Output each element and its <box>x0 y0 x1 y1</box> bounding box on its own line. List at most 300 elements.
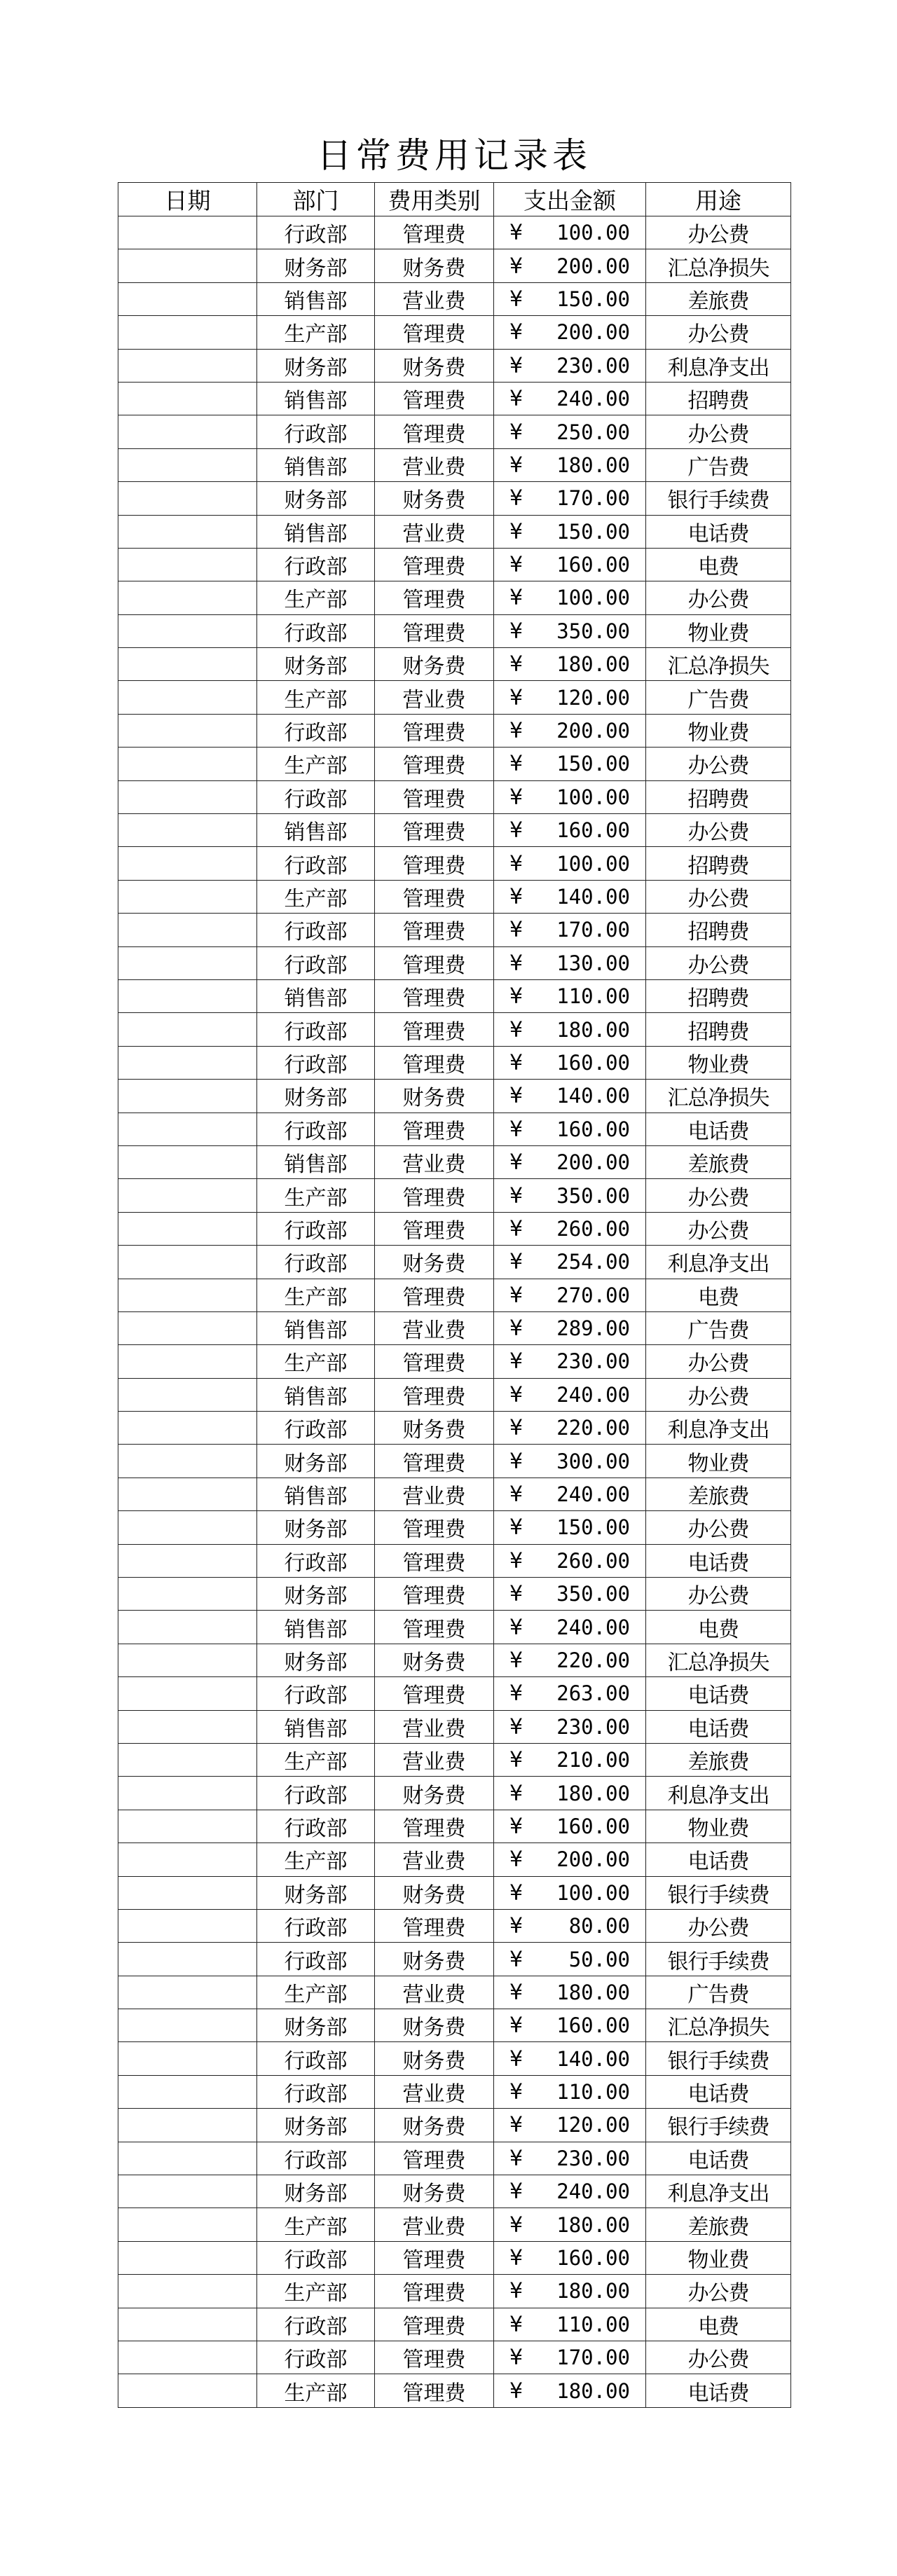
department-cell[interactable]: 销售部 <box>257 448 375 481</box>
purpose-cell[interactable]: 物业费 <box>646 714 791 747</box>
amount-cell[interactable] <box>494 614 646 647</box>
amount-cell[interactable] <box>494 2208 646 2241</box>
date-cell[interactable] <box>118 1212 257 1245</box>
date-cell[interactable] <box>118 1810 257 1843</box>
date-cell[interactable] <box>118 1013 257 1046</box>
category-cell[interactable]: 财务费 <box>375 2009 494 2042</box>
date-cell[interactable] <box>118 515 257 548</box>
purpose-cell[interactable]: 办公费 <box>646 1179 791 1212</box>
purpose-cell[interactable]: 电话费 <box>646 1113 791 1145</box>
amount-cell[interactable] <box>494 1113 646 1145</box>
department-cell[interactable]: 财务部 <box>257 482 375 515</box>
date-cell[interactable] <box>118 1345 257 1378</box>
purpose-cell[interactable]: 办公费 <box>646 1578 791 1611</box>
category-cell[interactable]: 营业费 <box>375 681 494 714</box>
amount-cell[interactable] <box>494 1578 646 1611</box>
date-cell[interactable] <box>118 979 257 1012</box>
department-cell[interactable]: 销售部 <box>257 1611 375 1644</box>
date-cell[interactable] <box>118 946 257 979</box>
header-department[interactable]: 部门 <box>257 183 375 216</box>
purpose-cell[interactable]: 汇总净损失 <box>646 249 791 282</box>
category-cell[interactable]: 财务费 <box>375 349 494 382</box>
department-cell[interactable]: 行政部 <box>257 1544 375 1577</box>
date-cell[interactable] <box>118 382 257 415</box>
purpose-cell[interactable]: 利息净支出 <box>646 1246 791 1279</box>
purpose-cell[interactable]: 招聘费 <box>646 1013 791 1046</box>
amount-cell[interactable] <box>494 2374 646 2407</box>
date-cell[interactable] <box>118 614 257 647</box>
department-cell[interactable]: 行政部 <box>257 1909 375 1942</box>
purpose-cell[interactable]: 办公费 <box>646 814 791 847</box>
date-cell[interactable] <box>118 216 257 249</box>
department-cell[interactable]: 销售部 <box>257 1710 375 1743</box>
purpose-cell[interactable]: 广告费 <box>646 448 791 481</box>
department-cell[interactable]: 行政部 <box>257 1113 375 1145</box>
department-cell[interactable]: 行政部 <box>257 614 375 647</box>
category-cell[interactable]: 管理费 <box>375 1212 494 1245</box>
date-cell[interactable] <box>118 581 257 614</box>
date-cell[interactable] <box>118 1246 257 1279</box>
amount-cell[interactable] <box>494 847 646 880</box>
department-cell[interactable]: 销售部 <box>257 382 375 415</box>
category-cell[interactable]: 管理费 <box>375 748 494 780</box>
category-cell[interactable]: 营业费 <box>375 1743 494 1776</box>
amount-cell[interactable] <box>494 1246 646 1279</box>
category-cell[interactable]: 营业费 <box>375 515 494 548</box>
amount-cell[interactable] <box>494 1345 646 1378</box>
purpose-cell[interactable]: 招聘费 <box>646 847 791 880</box>
purpose-cell[interactable]: 物业费 <box>646 614 791 647</box>
department-cell[interactable]: 生产部 <box>257 1179 375 1212</box>
date-cell[interactable] <box>118 714 257 747</box>
purpose-cell[interactable]: 银行手续费 <box>646 2109 791 2142</box>
date-cell[interactable] <box>118 2009 257 2042</box>
date-cell[interactable] <box>118 681 257 714</box>
department-cell[interactable]: 生产部 <box>257 880 375 913</box>
purpose-cell[interactable]: 电费 <box>646 1279 791 1311</box>
department-cell[interactable]: 生产部 <box>257 1279 375 1311</box>
department-cell[interactable]: 行政部 <box>257 1046 375 1079</box>
category-cell[interactable]: 财务费 <box>375 1246 494 1279</box>
purpose-cell[interactable]: 广告费 <box>646 1976 791 2009</box>
purpose-cell[interactable]: 电话费 <box>646 2374 791 2407</box>
category-cell[interactable]: 管理费 <box>375 382 494 415</box>
amount-cell[interactable] <box>494 2142 646 2175</box>
category-cell[interactable]: 管理费 <box>375 2374 494 2407</box>
category-cell[interactable]: 管理费 <box>375 216 494 249</box>
category-cell[interactable]: 管理费 <box>375 979 494 1012</box>
amount-cell[interactable] <box>494 1976 646 2009</box>
amount-cell[interactable] <box>494 415 646 448</box>
date-cell[interactable] <box>118 2075 257 2108</box>
date-cell[interactable] <box>118 1311 257 1344</box>
department-cell[interactable]: 生产部 <box>257 1345 375 1378</box>
department-cell[interactable]: 生产部 <box>257 1843 375 1876</box>
purpose-cell[interactable]: 汇总净损失 <box>646 2009 791 2042</box>
department-cell[interactable]: 行政部 <box>257 2142 375 2175</box>
purpose-cell[interactable]: 差旅费 <box>646 282 791 315</box>
category-cell[interactable]: 管理费 <box>375 880 494 913</box>
category-cell[interactable]: 管理费 <box>375 415 494 448</box>
purpose-cell[interactable]: 电话费 <box>646 515 791 548</box>
amount-cell[interactable] <box>494 946 646 979</box>
amount-cell[interactable] <box>494 2308 646 2341</box>
department-cell[interactable]: 财务部 <box>257 1876 375 1909</box>
category-cell[interactable]: 管理费 <box>375 1345 494 1378</box>
category-cell[interactable]: 管理费 <box>375 2275 494 2308</box>
department-cell[interactable]: 生产部 <box>257 748 375 780</box>
department-cell[interactable]: 销售部 <box>257 282 375 315</box>
department-cell[interactable]: 财务部 <box>257 2009 375 2042</box>
category-cell[interactable]: 营业费 <box>375 282 494 315</box>
category-cell[interactable]: 管理费 <box>375 614 494 647</box>
purpose-cell[interactable]: 差旅费 <box>646 1145 791 1178</box>
amount-cell[interactable] <box>494 282 646 315</box>
department-cell[interactable]: 行政部 <box>257 2341 375 2374</box>
amount-cell[interactable] <box>494 2175 646 2208</box>
department-cell[interactable]: 销售部 <box>257 814 375 847</box>
date-cell[interactable] <box>118 2142 257 2175</box>
date-cell[interactable] <box>118 1843 257 1876</box>
purpose-cell[interactable]: 差旅费 <box>646 1478 791 1510</box>
date-cell[interactable] <box>118 2374 257 2407</box>
purpose-cell[interactable]: 汇总净损失 <box>646 1080 791 1113</box>
purpose-cell[interactable]: 电费 <box>646 2308 791 2341</box>
purpose-cell[interactable]: 电话费 <box>646 1677 791 1710</box>
date-cell[interactable] <box>118 1876 257 1909</box>
category-cell[interactable]: 财务费 <box>375 1943 494 1976</box>
purpose-cell[interactable]: 招聘费 <box>646 382 791 415</box>
amount-cell[interactable] <box>494 1080 646 1113</box>
department-cell[interactable]: 行政部 <box>257 1677 375 1710</box>
date-cell[interactable] <box>118 249 257 282</box>
category-cell[interactable]: 管理费 <box>375 1677 494 1710</box>
purpose-cell[interactable]: 办公费 <box>646 1909 791 1942</box>
category-cell[interactable]: 管理费 <box>375 1113 494 1145</box>
category-cell[interactable]: 管理费 <box>375 1909 494 1942</box>
purpose-cell[interactable]: 汇总净损失 <box>646 648 791 681</box>
category-cell[interactable]: 营业费 <box>375 2208 494 2241</box>
amount-cell[interactable] <box>494 780 646 813</box>
purpose-cell[interactable]: 办公费 <box>646 748 791 780</box>
purpose-cell[interactable]: 物业费 <box>646 1810 791 1843</box>
purpose-cell[interactable]: 办公费 <box>646 216 791 249</box>
department-cell[interactable]: 生产部 <box>257 316 375 349</box>
date-cell[interactable] <box>118 349 257 382</box>
header-amount[interactable]: 支出金额 <box>494 183 646 216</box>
purpose-cell[interactable]: 办公费 <box>646 1345 791 1378</box>
date-cell[interactable] <box>118 316 257 349</box>
date-cell[interactable] <box>118 548 257 581</box>
amount-cell[interactable] <box>494 979 646 1012</box>
purpose-cell[interactable]: 广告费 <box>646 681 791 714</box>
amount-cell[interactable] <box>494 1943 646 1976</box>
category-cell[interactable]: 财务费 <box>375 1412 494 1445</box>
category-cell[interactable]: 管理费 <box>375 914 494 946</box>
category-cell[interactable]: 营业费 <box>375 1478 494 1510</box>
department-cell[interactable]: 销售部 <box>257 1478 375 1510</box>
amount-cell[interactable] <box>494 2275 646 2308</box>
purpose-cell[interactable]: 物业费 <box>646 1046 791 1079</box>
amount-cell[interactable] <box>494 814 646 847</box>
category-cell[interactable]: 管理费 <box>375 1179 494 1212</box>
date-cell[interactable] <box>118 1943 257 1976</box>
category-cell[interactable]: 营业费 <box>375 448 494 481</box>
purpose-cell[interactable]: 办公费 <box>646 316 791 349</box>
department-cell[interactable]: 财务部 <box>257 2175 375 2208</box>
date-cell[interactable] <box>118 282 257 315</box>
category-cell[interactable]: 营业费 <box>375 1311 494 1344</box>
department-cell[interactable]: 行政部 <box>257 1943 375 1976</box>
category-cell[interactable]: 财务费 <box>375 1876 494 1909</box>
category-cell[interactable]: 管理费 <box>375 1544 494 1577</box>
date-cell[interactable] <box>118 1743 257 1776</box>
amount-cell[interactable] <box>494 2075 646 2108</box>
category-cell[interactable]: 管理费 <box>375 2241 494 2274</box>
date-cell[interactable] <box>118 880 257 913</box>
date-cell[interactable] <box>118 2042 257 2075</box>
category-cell[interactable]: 营业费 <box>375 2075 494 2108</box>
purpose-cell[interactable]: 汇总净损失 <box>646 1644 791 1676</box>
category-cell[interactable]: 财务费 <box>375 1080 494 1113</box>
date-cell[interactable] <box>118 847 257 880</box>
department-cell[interactable]: 行政部 <box>257 415 375 448</box>
date-cell[interactable] <box>118 1644 257 1676</box>
purpose-cell[interactable]: 办公费 <box>646 946 791 979</box>
date-cell[interactable] <box>118 1080 257 1113</box>
purpose-cell[interactable]: 广告费 <box>646 1311 791 1344</box>
date-cell[interactable] <box>118 415 257 448</box>
department-cell[interactable]: 销售部 <box>257 1145 375 1178</box>
amount-cell[interactable] <box>494 515 646 548</box>
department-cell[interactable]: 行政部 <box>257 2241 375 2274</box>
date-cell[interactable] <box>118 814 257 847</box>
category-cell[interactable]: 财务费 <box>375 2042 494 2075</box>
department-cell[interactable]: 生产部 <box>257 681 375 714</box>
department-cell[interactable]: 财务部 <box>257 249 375 282</box>
amount-cell[interactable] <box>494 216 646 249</box>
date-cell[interactable] <box>118 1578 257 1611</box>
category-cell[interactable]: 管理费 <box>375 2341 494 2374</box>
amount-cell[interactable] <box>494 1478 646 1510</box>
amount-cell[interactable] <box>494 1611 646 1644</box>
category-cell[interactable]: 管理费 <box>375 714 494 747</box>
date-cell[interactable] <box>118 1113 257 1145</box>
category-cell[interactable]: 管理费 <box>375 780 494 813</box>
date-cell[interactable] <box>118 1777 257 1810</box>
date-cell[interactable] <box>118 482 257 515</box>
category-cell[interactable]: 管理费 <box>375 946 494 979</box>
purpose-cell[interactable]: 利息净支出 <box>646 1777 791 1810</box>
amount-cell[interactable] <box>494 1810 646 1843</box>
date-cell[interactable] <box>118 2208 257 2241</box>
purpose-cell[interactable]: 电话费 <box>646 1710 791 1743</box>
amount-cell[interactable] <box>494 1710 646 1743</box>
date-cell[interactable] <box>118 1279 257 1311</box>
category-cell[interactable]: 管理费 <box>375 814 494 847</box>
date-cell[interactable] <box>118 1710 257 1743</box>
department-cell[interactable]: 行政部 <box>257 1810 375 1843</box>
purpose-cell[interactable]: 办公费 <box>646 2341 791 2374</box>
category-cell[interactable]: 管理费 <box>375 548 494 581</box>
amount-cell[interactable] <box>494 581 646 614</box>
department-cell[interactable]: 财务部 <box>257 2109 375 2142</box>
department-cell[interactable]: 生产部 <box>257 2275 375 2308</box>
department-cell[interactable]: 行政部 <box>257 1212 375 1245</box>
date-cell[interactable] <box>118 1544 257 1577</box>
date-cell[interactable] <box>118 1478 257 1510</box>
amount-cell[interactable] <box>494 1777 646 1810</box>
category-cell[interactable]: 管理费 <box>375 1810 494 1843</box>
date-cell[interactable] <box>118 748 257 780</box>
date-cell[interactable] <box>118 1677 257 1710</box>
category-cell[interactable]: 财务费 <box>375 2175 494 2208</box>
amount-cell[interactable] <box>494 2109 646 2142</box>
department-cell[interactable]: 财务部 <box>257 1644 375 1676</box>
category-cell[interactable]: 营业费 <box>375 1710 494 1743</box>
amount-cell[interactable] <box>494 1179 646 1212</box>
amount-cell[interactable] <box>494 714 646 747</box>
department-cell[interactable]: 生产部 <box>257 2208 375 2241</box>
department-cell[interactable]: 销售部 <box>257 1378 375 1411</box>
category-cell[interactable]: 营业费 <box>375 1145 494 1178</box>
category-cell[interactable]: 管理费 <box>375 2142 494 2175</box>
purpose-cell[interactable]: 电费 <box>646 1611 791 1644</box>
category-cell[interactable]: 管理费 <box>375 316 494 349</box>
amount-cell[interactable] <box>494 548 646 581</box>
department-cell[interactable]: 行政部 <box>257 216 375 249</box>
purpose-cell[interactable]: 利息净支出 <box>646 2175 791 2208</box>
category-cell[interactable]: 管理费 <box>375 1511 494 1544</box>
purpose-cell[interactable]: 差旅费 <box>646 1743 791 1776</box>
department-cell[interactable]: 行政部 <box>257 714 375 747</box>
department-cell[interactable]: 行政部 <box>257 2075 375 2108</box>
purpose-cell[interactable]: 办公费 <box>646 1212 791 1245</box>
amount-cell[interactable] <box>494 1145 646 1178</box>
purpose-cell[interactable]: 招聘费 <box>646 914 791 946</box>
department-cell[interactable]: 生产部 <box>257 1976 375 2009</box>
department-cell[interactable]: 行政部 <box>257 946 375 979</box>
department-cell[interactable]: 财务部 <box>257 1080 375 1113</box>
amount-cell[interactable] <box>494 914 646 946</box>
purpose-cell[interactable]: 招聘费 <box>646 979 791 1012</box>
header-category[interactable]: 费用类别 <box>375 183 494 216</box>
category-cell[interactable]: 管理费 <box>375 1279 494 1311</box>
category-cell[interactable]: 管理费 <box>375 2308 494 2341</box>
header-date[interactable]: 日期 <box>118 183 257 216</box>
category-cell[interactable]: 管理费 <box>375 1578 494 1611</box>
amount-cell[interactable] <box>494 1544 646 1577</box>
date-cell[interactable] <box>118 780 257 813</box>
purpose-cell[interactable]: 办公费 <box>646 2275 791 2308</box>
amount-cell[interactable] <box>494 1046 646 1079</box>
purpose-cell[interactable]: 银行手续费 <box>646 1943 791 1976</box>
category-cell[interactable]: 管理费 <box>375 1046 494 1079</box>
purpose-cell[interactable]: 利息净支出 <box>646 349 791 382</box>
amount-cell[interactable] <box>494 1843 646 1876</box>
date-cell[interactable] <box>118 1909 257 1942</box>
category-cell[interactable]: 管理费 <box>375 581 494 614</box>
purpose-cell[interactable]: 办公费 <box>646 1378 791 1411</box>
category-cell[interactable]: 管理费 <box>375 1445 494 1478</box>
date-cell[interactable] <box>118 448 257 481</box>
purpose-cell[interactable]: 办公费 <box>646 880 791 913</box>
amount-cell[interactable] <box>494 1212 646 1245</box>
amount-cell[interactable] <box>494 1743 646 1776</box>
category-cell[interactable]: 财务费 <box>375 1777 494 1810</box>
amount-cell[interactable] <box>494 2042 646 2075</box>
date-cell[interactable] <box>118 2308 257 2341</box>
amount-cell[interactable] <box>494 316 646 349</box>
date-cell[interactable] <box>118 2241 257 2274</box>
department-cell[interactable]: 财务部 <box>257 648 375 681</box>
category-cell[interactable]: 营业费 <box>375 1843 494 1876</box>
department-cell[interactable]: 行政部 <box>257 548 375 581</box>
date-cell[interactable] <box>118 2275 257 2308</box>
purpose-cell[interactable]: 办公费 <box>646 581 791 614</box>
category-cell[interactable]: 财务费 <box>375 1644 494 1676</box>
department-cell[interactable]: 财务部 <box>257 1511 375 1544</box>
department-cell[interactable]: 行政部 <box>257 847 375 880</box>
purpose-cell[interactable]: 电话费 <box>646 2142 791 2175</box>
department-cell[interactable]: 行政部 <box>257 2042 375 2075</box>
category-cell[interactable]: 管理费 <box>375 847 494 880</box>
category-cell[interactable]: 财务费 <box>375 2109 494 2142</box>
date-cell[interactable] <box>118 1179 257 1212</box>
category-cell[interactable]: 财务费 <box>375 648 494 681</box>
department-cell[interactable]: 行政部 <box>257 780 375 813</box>
amount-cell[interactable] <box>494 382 646 415</box>
amount-cell[interactable] <box>494 1412 646 1445</box>
amount-cell[interactable] <box>494 249 646 282</box>
amount-cell[interactable] <box>494 2341 646 2374</box>
purpose-cell[interactable]: 利息净支出 <box>646 1412 791 1445</box>
amount-cell[interactable] <box>494 1677 646 1710</box>
department-cell[interactable]: 行政部 <box>257 1246 375 1279</box>
department-cell[interactable]: 生产部 <box>257 2374 375 2407</box>
amount-cell[interactable] <box>494 1511 646 1544</box>
amount-cell[interactable] <box>494 482 646 515</box>
purpose-cell[interactable]: 办公费 <box>646 415 791 448</box>
department-cell[interactable]: 财务部 <box>257 349 375 382</box>
header-purpose[interactable]: 用途 <box>646 183 791 216</box>
category-cell[interactable]: 营业费 <box>375 1976 494 2009</box>
amount-cell[interactable] <box>494 1279 646 1311</box>
date-cell[interactable] <box>118 1445 257 1478</box>
date-cell[interactable] <box>118 2175 257 2208</box>
department-cell[interactable]: 行政部 <box>257 2308 375 2341</box>
amount-cell[interactable] <box>494 2241 646 2274</box>
purpose-cell[interactable]: 银行手续费 <box>646 2042 791 2075</box>
purpose-cell[interactable]: 办公费 <box>646 1511 791 1544</box>
date-cell[interactable] <box>118 1611 257 1644</box>
category-cell[interactable]: 管理费 <box>375 1013 494 1046</box>
purpose-cell[interactable]: 银行手续费 <box>646 482 791 515</box>
date-cell[interactable] <box>118 914 257 946</box>
date-cell[interactable] <box>118 648 257 681</box>
department-cell[interactable]: 销售部 <box>257 1311 375 1344</box>
amount-cell[interactable] <box>494 2009 646 2042</box>
purpose-cell[interactable]: 物业费 <box>646 1445 791 1478</box>
department-cell[interactable]: 行政部 <box>257 914 375 946</box>
date-cell[interactable] <box>118 1046 257 1079</box>
purpose-cell[interactable]: 电话费 <box>646 1843 791 1876</box>
purpose-cell[interactable]: 物业费 <box>646 2241 791 2274</box>
purpose-cell[interactable]: 电话费 <box>646 2075 791 2108</box>
department-cell[interactable]: 生产部 <box>257 1743 375 1776</box>
department-cell[interactable]: 生产部 <box>257 581 375 614</box>
date-cell[interactable] <box>118 1412 257 1445</box>
